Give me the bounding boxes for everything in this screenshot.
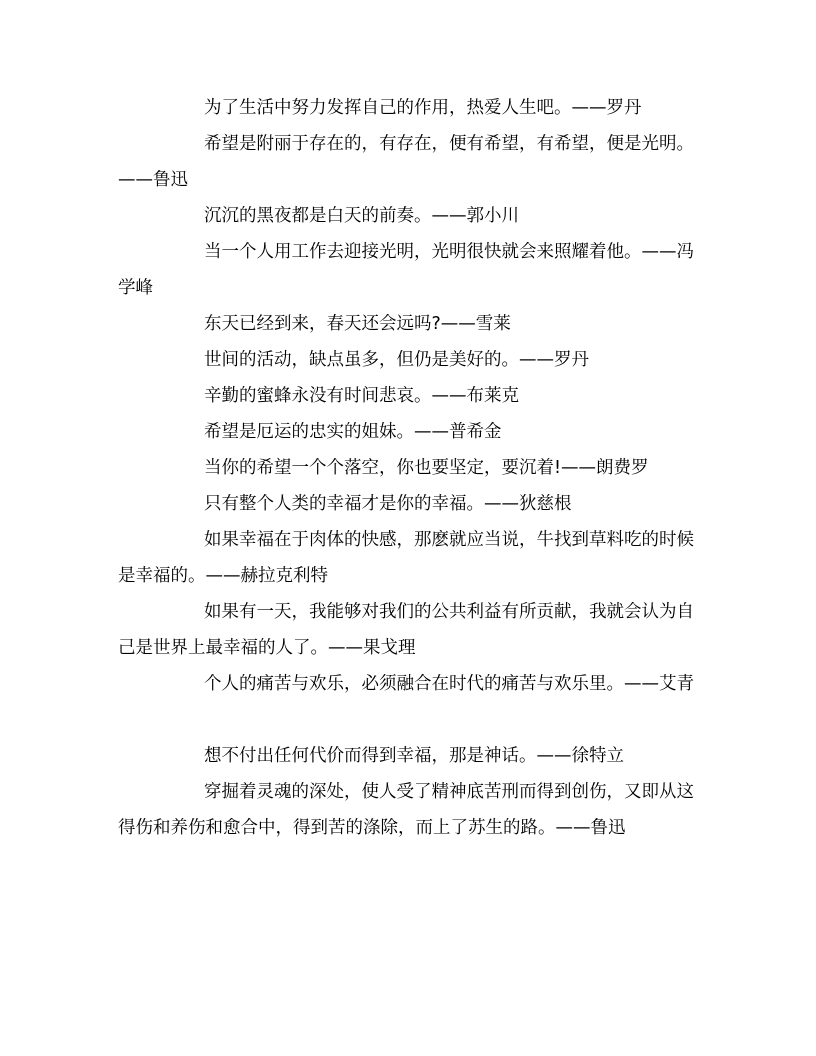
quote-paragraph: 希望是厄运的忠实的姐妹。——普希金 — [204, 422, 502, 442]
quote-paragraph: 如果幸福在于肉体的快感，那麽就应当说，牛找到草料吃的时候是幸福的。——赫拉克利特 — [118, 530, 694, 586]
quote-paragraph: 想不付出任何代价而得到幸福，那是神话。——徐特立 — [204, 746, 624, 766]
quote-paragraph: 如果有一天，我能够对我们的公共利益有所贡献，我就会认为自己是世界上最幸福的人了。——果戈理 — [118, 602, 694, 658]
quote-paragraph: 沉沉的黑夜都是白天的前奏。——郭小川 — [204, 206, 519, 226]
quote-paragraph: 世间的活动，缺点虽多，但仍是美好的。——罗丹 — [204, 350, 589, 370]
quote-paragraph: 个人的痛苦与欢乐，必须融合在时代的痛苦与欢乐里。——艾青 — [204, 674, 694, 694]
quote-paragraph: 希望是附丽于存在的，有存在，便有希望，有希望，便是光明。——鲁迅 — [118, 134, 694, 190]
quote-paragraph: 穿掘着灵魂的深处，使人受了精神底苦刑而得到创伤，又即从这得伤和养伤和愈合中，得到苦的涤除，而上了苏生的路。——鲁迅 — [118, 782, 694, 838]
quote-paragraph: 当一个人用工作去迎接光明，光明很快就会来照耀着他。——冯学峰 — [118, 242, 694, 298]
quote-paragraph: 当你的希望一个个落空，你也要坚定，要沉着!——朗费罗 — [204, 458, 649, 478]
quote-paragraph: 东天已经到来，春天还会远吗?——雪莱 — [204, 314, 511, 334]
quote-paragraph: 只有整个人类的幸福才是你的幸福。——狄慈根 — [204, 494, 572, 514]
quote-paragraph: 辛勤的蜜蜂永没有时间悲哀。——布莱克 — [204, 386, 519, 406]
quote-paragraph: 为了生活中努力发挥自己的作用，热爱人生吧。——罗丹 — [204, 98, 642, 118]
